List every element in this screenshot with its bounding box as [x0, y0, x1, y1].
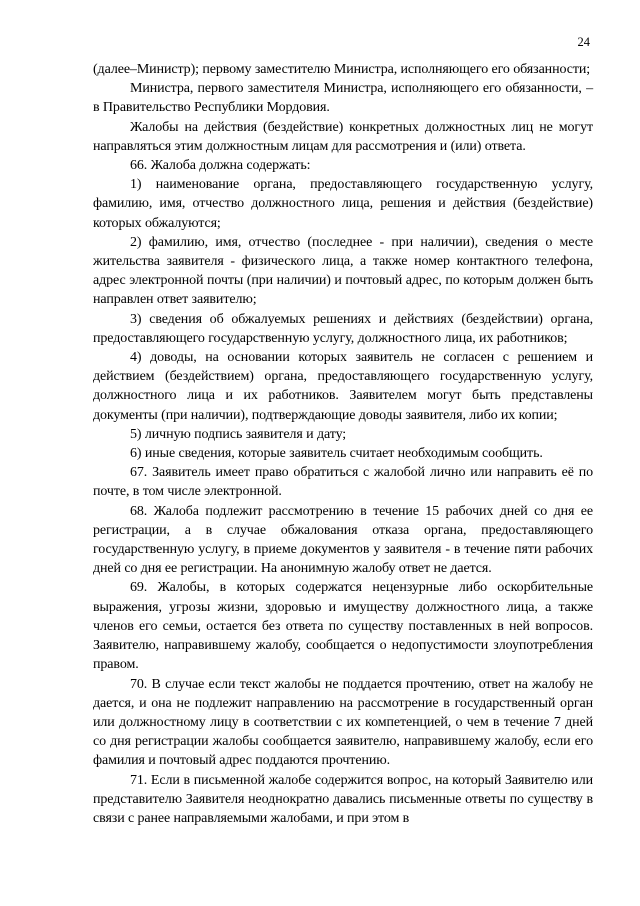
- paragraph-66-item-3: 3) сведения об обжалуемых решениях и действиях (бездействии) органа, предоставляющего государственную услугу, должностного лица, их работников;: [93, 311, 593, 346]
- paragraph-66: 66. Жалоба должна содержать:: [130, 158, 311, 174]
- document-body: [93, 60, 593, 828]
- paragraph-69: 69. Жалобы, в которых содержатся нецензурные либо оскорбительные выражения, угрозы жизни, здоровью и имуществу должностного лица, а также членов его семьи, остается без ответа по существу поставленных в ней вопросов. Заявителю, направившему жалобу, сообщается о недопустимости злоупотребления правом.: [93, 580, 593, 673]
- paragraph-66-item-6: 6) иные сведения, которые заявитель считает необходимым сообщить.: [130, 446, 543, 462]
- page-number: 24: [577, 35, 590, 49]
- paragraph-officials-complaints: Жалобы на действия (бездействие) конкретных должностных лиц не могут направляться этим должностным лицам для рассмотрения и (или) ответа.: [93, 119, 593, 154]
- paragraph-continuation: (далее–Министр); первому заместителю Министра, исполняющего его обязанности;: [93, 62, 591, 77]
- paragraph-66-item-4: 4) доводы, на основании которых заявитель не согласен с решением и действием (бездействием) органа, предоставляющего государственную услугу, должностного лица и их работников. Заявителем могут быть представлены документы (при наличии), подтверждающие доводы заявителя, либо их копии;: [93, 350, 593, 423]
- paragraph-71: 71. Если в письменной жалобе содержится вопрос, на который Заявителю или представителю Заявителя неоднократно давались письменные ответы по существу в связи с ранее направляемыми жалобами, и при этом в: [93, 772, 593, 826]
- paragraph-66-item-5: 5) личную подпись заявителя и дату;: [130, 426, 347, 442]
- paragraph-minister-deputy: Министра, первого заместителя Министра, исполняющего его обязанности, – в Правительство Республики Мордовия.: [93, 81, 593, 116]
- paragraph-70: 70. В случае если текст жалобы не поддается прочтению, ответ на жалобу не дается, и она не подлежит направлению на рассмотрение в государственный орган или должностному лицу в соответствии с их компетенцией, о чем в течение 7 дней со дня регистрации жалобы сообщается заявителю, направившему жалобу, если его фамилия и почтовый адрес поддаются прочтению.: [93, 676, 593, 769]
- paragraph-68: 68. Жалоба подлежит рассмотрению в течение 15 рабочих дней со дня ее регистрации, а в случае обжалования отказа органа, предоставляющего государственную услугу, в приеме документов у заявителя - в течение пяти рабочих дней со дня ее регистрации. На анонимную жалобу ответ не дается.: [93, 503, 593, 577]
- paragraph-66-item-1: 1) наименование органа, предоставляющего государственную услугу, фамилию, имя, отчество должностного лица, решения и действия (бездействие) которых обжалуются;: [93, 177, 593, 231]
- paragraph-67: 67. Заявитель имеет право обратиться с жалобой лично или направить её по почте, в том числе электронной.: [93, 465, 593, 500]
- paragraph-66-item-2: 2) фамилию, имя, отчество (последнее - при наличии), сведения о месте жительства заявителя - физического лица, а также номер контактного телефона, адрес электронной почты (при наличии) и почтовый адрес, по которым должен быть направлен ответ заявителю;: [93, 234, 593, 308]
